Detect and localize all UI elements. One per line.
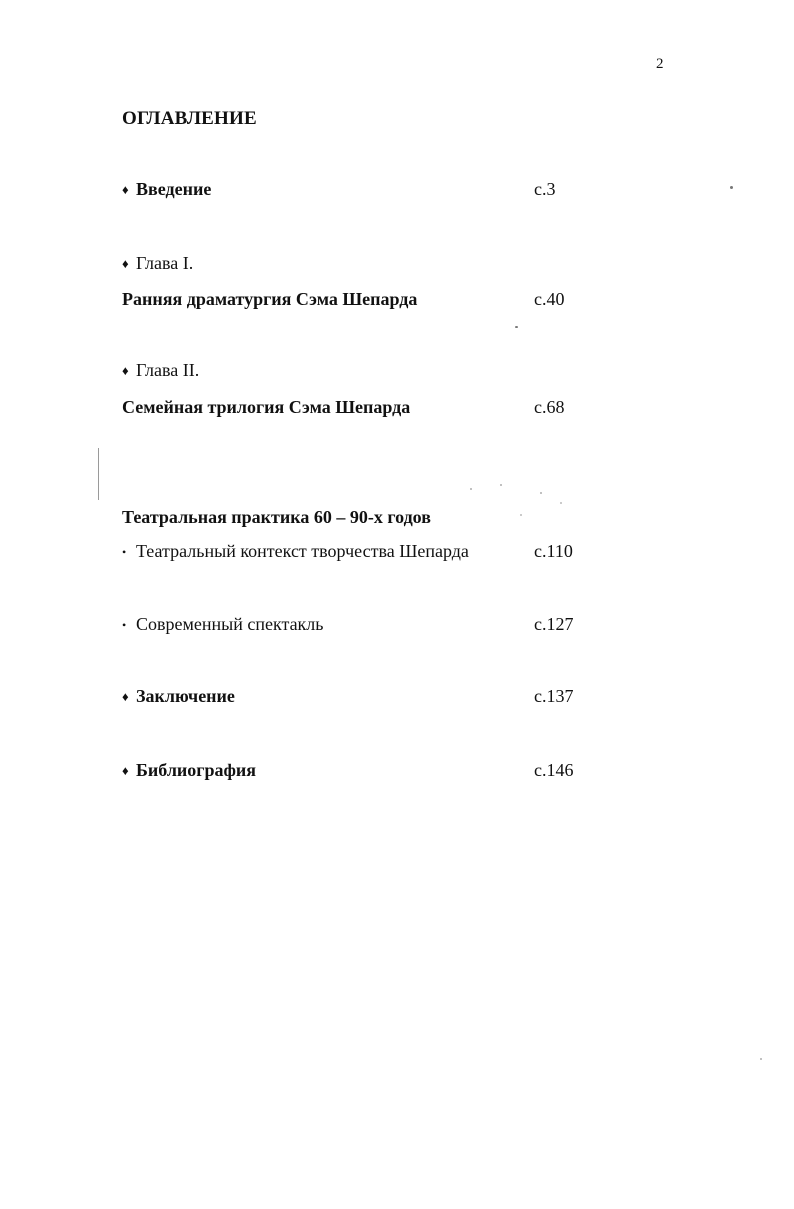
toc-entry-page: с.40 (534, 289, 565, 309)
toc-entry-chapter1: Ранняя драматургия Сэма Шепарда (122, 289, 418, 309)
toc-entry-label: Современный спектакль (136, 614, 324, 634)
toc-title: ОГЛАВЛЕНИЕ (122, 108, 257, 129)
scan-speck (515, 326, 518, 328)
scan-speck (760, 1058, 762, 1060)
scan-speck (540, 492, 542, 494)
toc-entry-label: Театральный контекст творчества Шепарда (136, 541, 469, 561)
toc-entry-page: с.137 (534, 686, 574, 706)
toc-entry-page: с.146 (534, 760, 574, 780)
toc-entry-chapter2: Семейная трилогия Сэма Шепарда (122, 397, 411, 417)
toc-subentry-context (122, 541, 469, 562)
toc-entry-intro (122, 179, 211, 200)
toc-entry-page: с.127 (534, 614, 574, 634)
toc-entry-page: с.3 (534, 179, 556, 199)
toc-subentry-modern (122, 614, 324, 635)
toc-entry-conclusion (122, 686, 235, 707)
toc-chapter-heading (122, 360, 199, 381)
scan-speck (730, 186, 733, 189)
diamond-icon: ♦ (122, 256, 129, 271)
toc-section-practice: Театральная практика 60 – 90-х годов (122, 507, 431, 527)
toc-chapter-number: Глава I. (136, 253, 194, 273)
diamond-icon: ♦ (122, 182, 129, 197)
margin-rule (98, 448, 99, 500)
diamond-icon: ♦ (122, 363, 129, 378)
toc-chapter-heading (122, 253, 193, 274)
toc-entry-label: Библиография (136, 760, 257, 780)
page-number: 2 (656, 56, 664, 72)
diamond-icon: ♦ (122, 763, 129, 778)
scan-speck (520, 514, 522, 516)
bullet-icon: • (122, 545, 127, 559)
toc-entry-page: с.68 (534, 397, 565, 417)
toc-entry-bibliography (122, 760, 256, 781)
bullet-icon: • (122, 618, 127, 632)
toc-entry-page: с.110 (534, 541, 573, 561)
scan-speck (470, 488, 472, 490)
scan-speck (500, 484, 502, 486)
scan-speck (560, 502, 562, 504)
diamond-icon: ♦ (122, 689, 129, 704)
toc-entry-label: Заключение (136, 686, 235, 706)
toc-entry-label: Введение (136, 179, 212, 199)
toc-chapter-number: Глава II. (136, 360, 200, 380)
